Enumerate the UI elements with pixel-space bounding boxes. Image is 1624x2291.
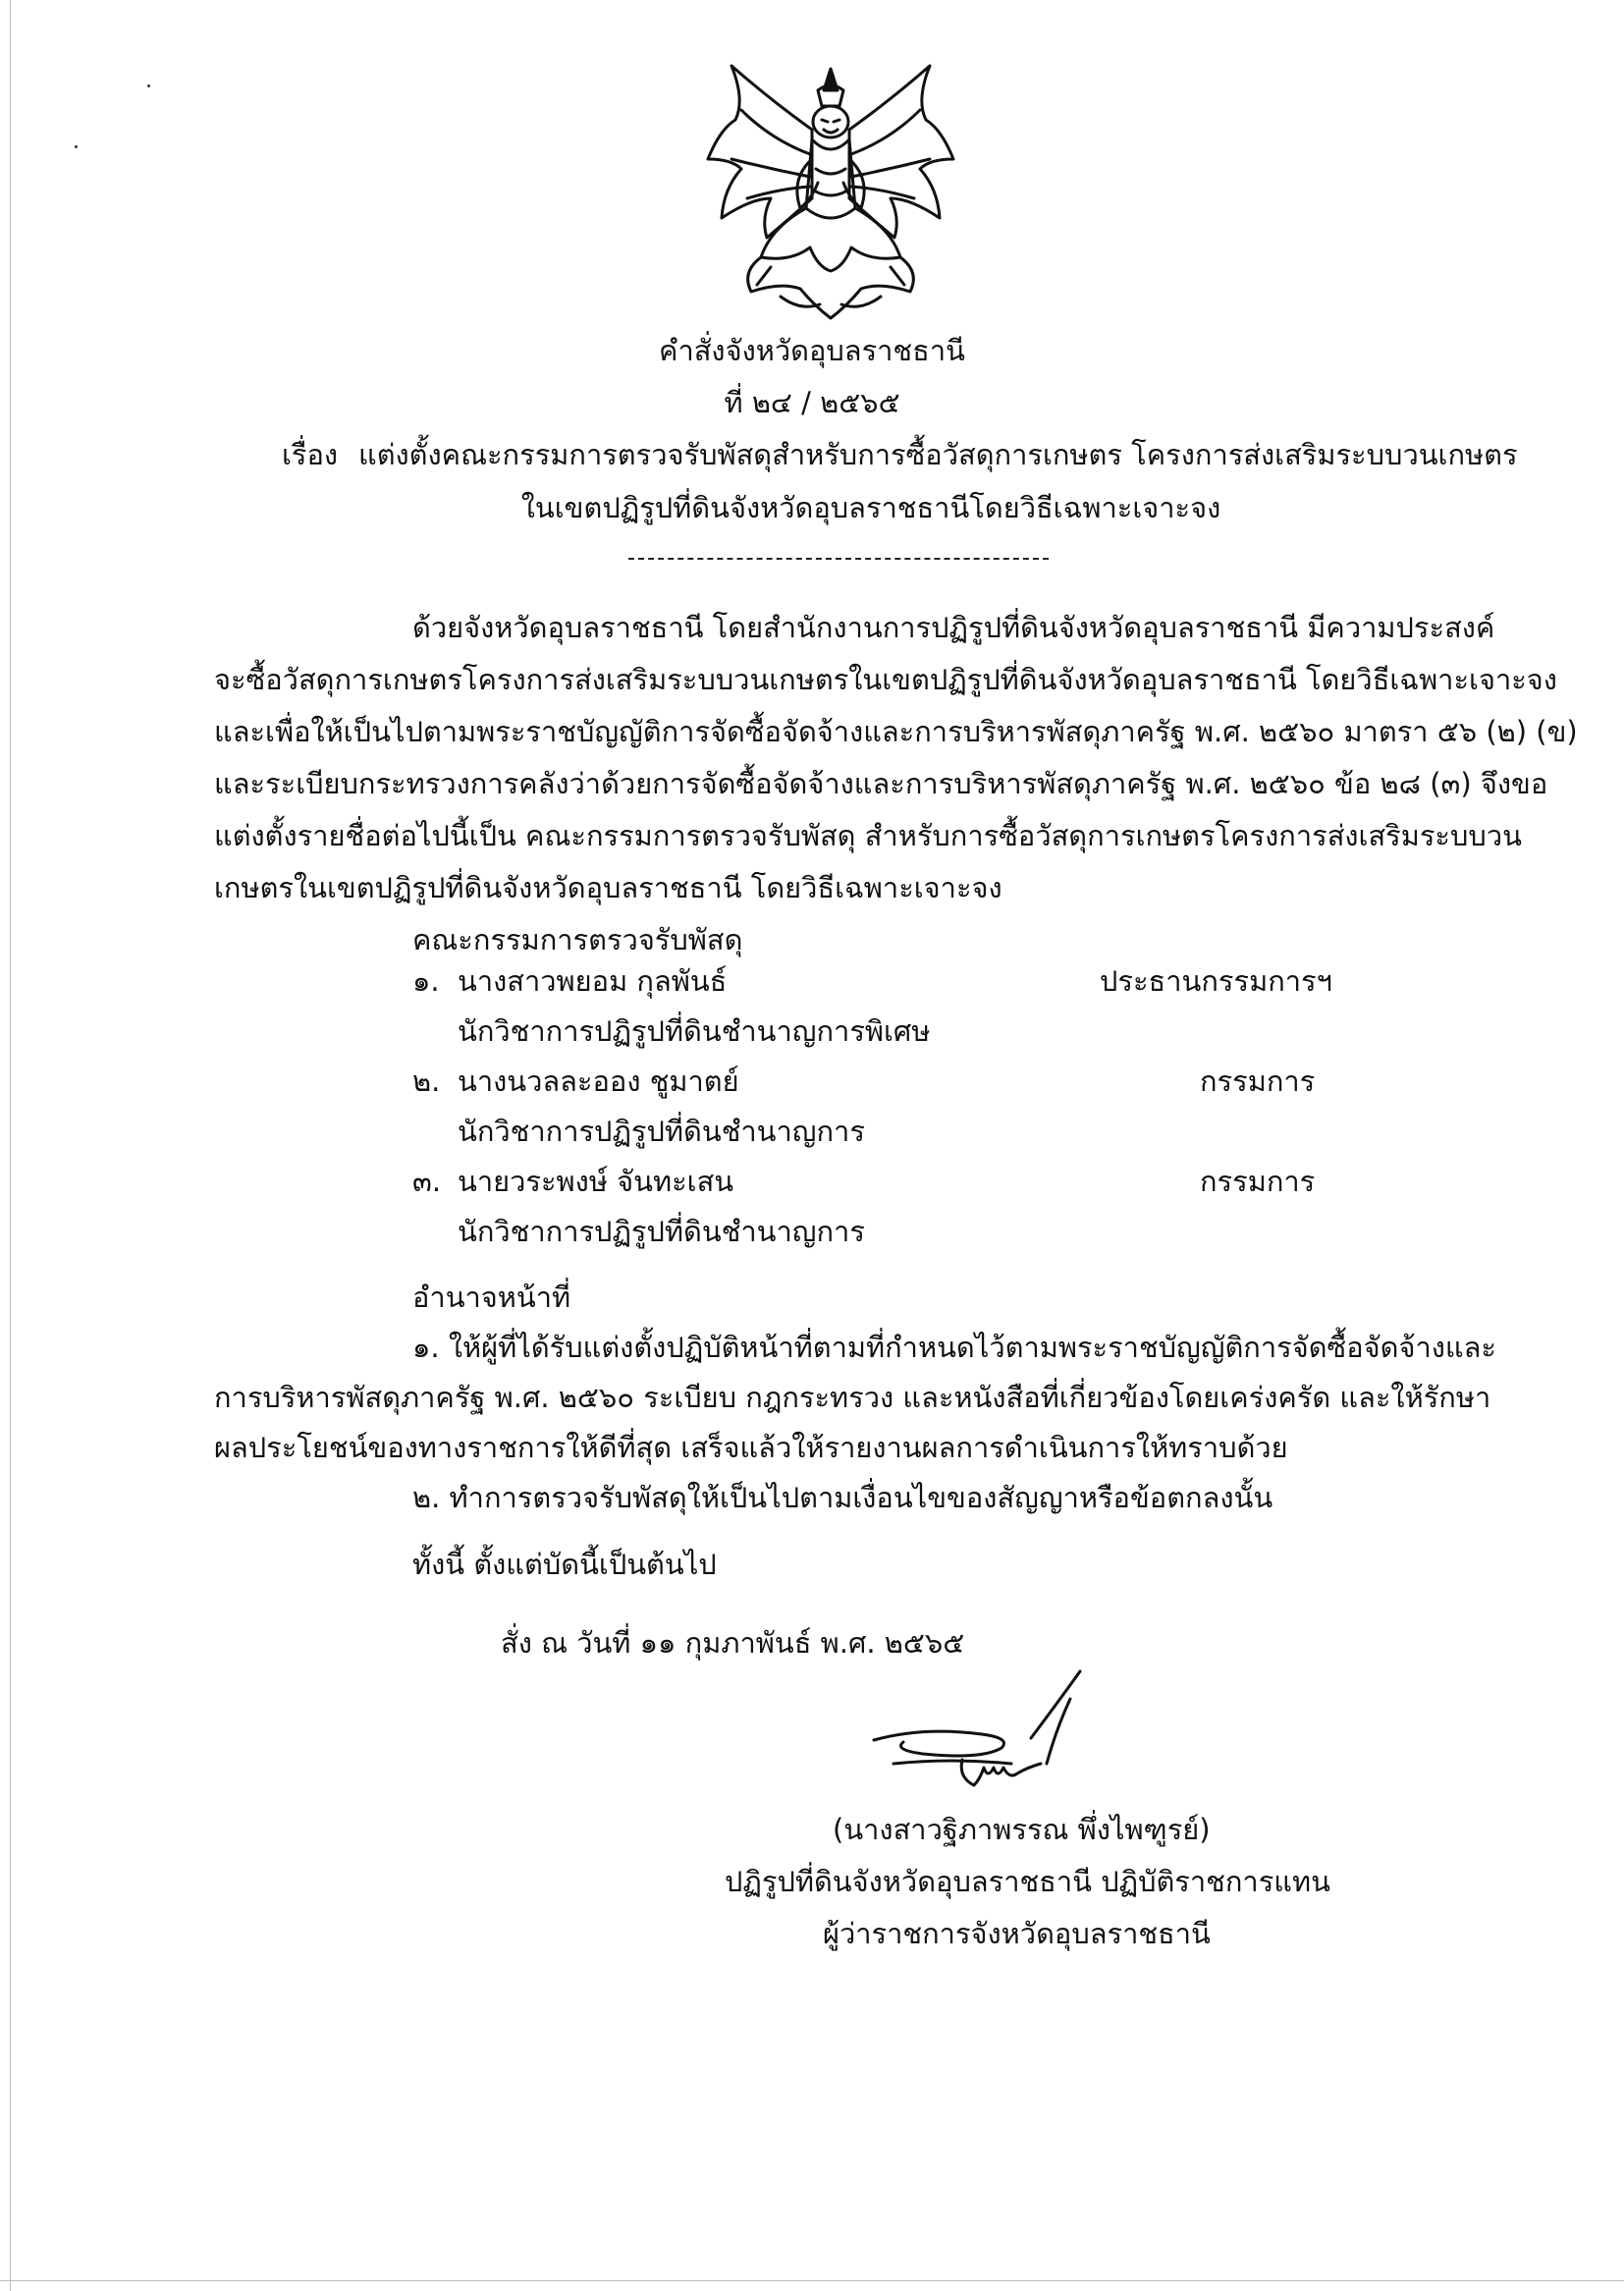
member-number: ๓. bbox=[412, 1165, 442, 1198]
garuda-emblem-icon bbox=[702, 61, 959, 326]
member-name: นายวระพงษ์ จันทะเสน bbox=[458, 1165, 734, 1198]
effective-statement: ทั้งนี้ ตั้งแต่บัดนี้เป็นต้นไป bbox=[412, 1548, 717, 1581]
duty-line: การบริหารพัสดุภาครัฐ พ.ศ. ๒๕๖๐ ระเบียบ กฎกระทรวง และหนังสือที่เกี่ยวข้องโดยเคร่งครัด และให้รักษา bbox=[214, 1381, 1491, 1414]
order-title: คำสั่งจังหวัดอุบลราชธานี bbox=[659, 334, 965, 367]
signature-icon bbox=[864, 1669, 1100, 1817]
member-number: ๑. bbox=[412, 964, 440, 998]
order-date: สั่ง ณ วันที่ ๑๑ กุมภาพันธ์ พ.ศ. ๒๕๖๕ bbox=[501, 1626, 965, 1660]
duties-heading: อำนาจหน้าที่ bbox=[412, 1281, 571, 1314]
order-number: ที่ ๒๔ / ๒๕๖๕ bbox=[724, 386, 900, 419]
subject-line: แต่งตั้งคณะกรรมการตรวจรับพัสดุสำหรับการซื้อวัสดุการเกษตร โครงการส่งเสริมระบบวนเกษตร bbox=[358, 438, 1518, 471]
duty-line: ๑. ให้ผู้ที่ได้รับแต่งตั้งปฏิบัติหน้าที่ตามที่กำหนดไว้ตามพระราชบัญญัติการจัดซื้อจัดจ้างและ bbox=[412, 1331, 1496, 1364]
body-line: และเพื่อให้เป็นไปตามพระราชบัญญัติการจัดซื้อจัดจ้างและการบริหารพัสดุภาครัฐ พ.ศ. ๒๕๖๐ มาตรา ๕๖ (๒) (ข) bbox=[214, 715, 1578, 748]
body-line: แต่งตั้งรายชื่อต่อไปนี้เป็น คณะกรรมการตรวจรับพัสดุ สำหรับการซื้อวัสดุการเกษตรโครงการส่งเสริมระบบวน bbox=[214, 819, 1522, 852]
member-position: นักวิชาการปฏิรูปที่ดินชำนาญการ bbox=[458, 1215, 865, 1248]
subject-line: ในเขตปฏิรูปที่ดินจังหวัดอุบลราชธานีโดยวิธีเฉพาะเจาะจง bbox=[520, 491, 1221, 524]
signatory-name: (นางสาวฐิภาพรรณ พึ่งไพฑูรย์) bbox=[833, 1813, 1211, 1846]
duty-line: ผลประโยชน์ของทางราชการให้ดีที่สุด เสร็จแล้วให้รายงานผลการดำเนินการให้ทราบด้วย bbox=[214, 1431, 1288, 1464]
member-position: นักวิชาการปฏิรูปที่ดินชำนาญการ bbox=[458, 1115, 865, 1148]
scan-edge bbox=[0, 2280, 1624, 2281]
member-name: นางนวลละออง ชูมาตย์ bbox=[458, 1064, 739, 1098]
member-position: นักวิชาการปฏิรูปที่ดินชำนาญการพิเศษ bbox=[458, 1014, 931, 1048]
header-divider bbox=[628, 558, 1049, 560]
member-role: กรรมการ bbox=[1200, 1064, 1316, 1098]
scan-speck bbox=[147, 84, 150, 87]
subject-label: เรื่อง bbox=[282, 438, 339, 471]
body-line: จะซื้อวัสดุการเกษตรโครงการส่งเสริมระบบวนเกษตรในเขตปฏิรูปที่ดินจังหวัดอุบลราชธานี โดยวิธีเฉพาะเจาะจง bbox=[214, 663, 1557, 696]
signatory-title: ปฏิรูปที่ดินจังหวัดอุบลราชธานี ปฏิบัติราชการแทน bbox=[725, 1865, 1330, 1898]
member-number: ๒. bbox=[412, 1064, 441, 1098]
scan-speck bbox=[75, 145, 78, 148]
member-role: ประธานกรรมการฯ bbox=[1100, 964, 1332, 998]
body-line: และระเบียบกระทรวงการคลังว่าด้วยการจัดซื้อจัดจ้างและการบริหารพัสดุภาครัฐ พ.ศ. ๒๕๖๐ ข้อ ๒๘ (๓) จึงขอ bbox=[214, 767, 1548, 800]
duty-line: ๒. ทำการตรวจรับพัสดุให้เป็นไปตามเงื่อนไขของสัญญาหรือข้อตกลงนั้น bbox=[412, 1481, 1273, 1514]
committee-heading: คณะกรรมการตรวจรับพัสดุ bbox=[412, 923, 743, 956]
member-name: นางสาวพยอม กุลพันธ์ bbox=[458, 964, 728, 998]
signatory-title: ผู้ว่าราชการจังหวัดอุบลราชธานี bbox=[823, 1917, 1211, 1950]
body-line: เกษตรในเขตปฏิรูปที่ดินจังหวัดอุบลราชธานี โดยวิธีเฉพาะเจาะจง bbox=[214, 871, 1002, 904]
member-role: กรรมการ bbox=[1200, 1165, 1316, 1198]
body-line: ด้วยจังหวัดอุบลราชธานี โดยสำนักงานการปฏิรูปที่ดินจังหวัดอุบลราชธานี มีความประสงค์ bbox=[412, 611, 1495, 644]
